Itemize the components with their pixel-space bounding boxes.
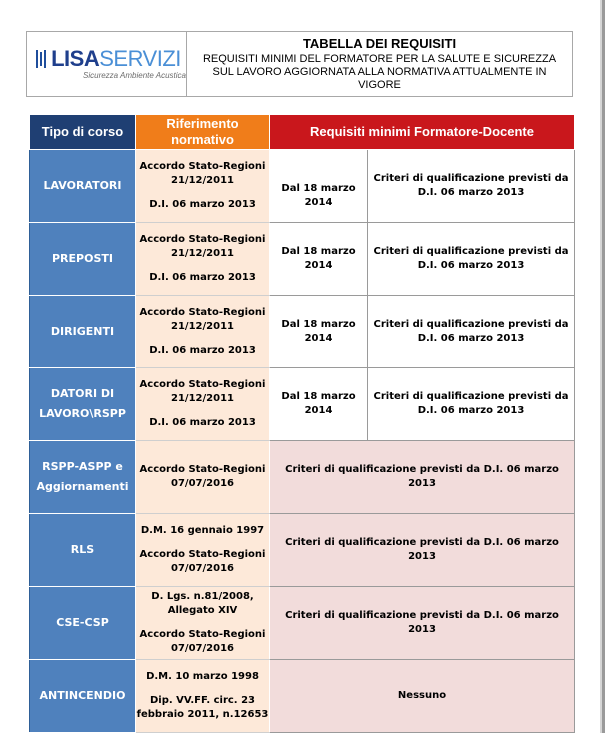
requirement-date: Dal 18 marzo 2014 (270, 368, 368, 441)
reference-cell (136, 150, 270, 223)
company-logo (27, 32, 187, 96)
reference-secondary: Dip. VV.FF. circ. 23 febbraio 2011, n.12653 (136, 695, 269, 720)
reference-primary: Accordo Stato-Regioni 21/12/2011 (139, 161, 266, 186)
requirement-criteria: Criteri di qualificazione previsti da D.I. 06 marzo 2013 (270, 514, 575, 587)
course-name: PREPOSTI (30, 223, 136, 296)
table-row (30, 150, 575, 223)
header-tipo-di-corso: Tipo di corso (30, 115, 136, 150)
requirement-date: Dal 18 marzo 2014 (270, 223, 368, 296)
reference-secondary: D.I. 06 marzo 2013 (149, 417, 256, 428)
requirement-criteria: Criteri di qualificazione previsti da D.I. 06 marzo 2013 (368, 223, 575, 296)
logo-brand-bold: LISA (51, 46, 100, 71)
page-subtitle: REQUISITI MINIMI DEL FORMATORE PER LA SALUTE E SICUREZZA SUL LAVORO AGGIORNATA ALLA NORMATIVA ATTUALMENTE IN VIGORE (202, 53, 557, 91)
reference-cell (136, 660, 270, 733)
course-name: LAVORATORI (30, 150, 136, 223)
table-row (30, 587, 575, 660)
logo-brand-light: SERVIZI (99, 46, 181, 71)
reference-cell (136, 441, 270, 514)
reference-primary: Accordo Stato-Regioni 21/12/2011 (139, 379, 266, 404)
reference-secondary: D.I. 06 marzo 2013 (149, 272, 256, 283)
requirement-date: Dal 18 marzo 2014 (270, 296, 368, 368)
reference-primary: D.M. 16 gennaio 1997 (140, 525, 265, 536)
reference-primary: Accordo Stato-Regioni 21/12/2011 (139, 234, 266, 259)
table-header-row (30, 115, 575, 150)
course-name: ANTINCENDIO (30, 660, 136, 733)
table-row (30, 441, 575, 514)
reference-cell (136, 296, 270, 368)
reference-secondary: D.I. 06 marzo 2013 (149, 199, 256, 210)
requirement-criteria: Criteri di qualificazione previsti da D.I. 06 marzo 2013 (368, 150, 575, 223)
course-name: RSPP-ASPP e Aggiornamenti (30, 441, 136, 514)
reference-primary: Accordo Stato-Regioni 07/07/2016 (139, 464, 266, 489)
page-title: TABELLA DEI REQUISITI (302, 36, 457, 51)
requirement-criteria: Nessuno (270, 660, 575, 733)
logo-tagline: Sicurezza Ambiente Acustica (83, 71, 187, 80)
reference-primary: Accordo Stato-Regioni 21/12/2011 (139, 306, 266, 332)
table-row (30, 514, 575, 587)
table-row (30, 296, 575, 368)
requirement-criteria: Criteri di qualificazione previsti da D.I. 06 marzo 2013 (368, 368, 575, 441)
reference-cell (136, 587, 270, 660)
reference-cell (136, 223, 270, 296)
header-requisiti-minimi: Requisiti minimi Formatore-Docente (270, 115, 575, 150)
requirements-table (29, 114, 575, 733)
course-name: DATORI DI LAVORO\RSPP (30, 368, 136, 441)
reference-secondary: Accordo Stato-Regioni 07/07/2016 (139, 629, 266, 654)
logo-bars-icon (36, 50, 48, 68)
table-row (30, 223, 575, 296)
reference-cell (136, 368, 270, 441)
course-name: DIRIGENTI (30, 296, 136, 368)
requirement-criteria: Criteri di qualificazione previsti da D.I. 06 marzo 2013 (270, 441, 575, 514)
table-row (30, 660, 575, 733)
reference-cell (136, 514, 270, 587)
title-block (187, 32, 572, 96)
course-name: RLS (30, 514, 136, 587)
requirement-criteria: Criteri di qualificazione previsti da D.I. 06 marzo 2013 (368, 296, 575, 368)
course-name: CSE-CSP (30, 587, 136, 660)
requirement-criteria: Criteri di qualificazione previsti da D.I. 06 marzo 2013 (270, 587, 575, 660)
reference-secondary: D.I. 06 marzo 2013 (149, 344, 256, 356)
document-header (26, 31, 573, 97)
reference-primary: D. Lgs. n.81/2008, Allegato XIV (151, 591, 254, 616)
header-riferimento-normativo: Riferimento normativo (136, 115, 270, 150)
reference-primary: D.M. 10 marzo 1998 (146, 671, 259, 682)
reference-secondary: Accordo Stato-Regioni 07/07/2016 (139, 549, 266, 574)
requirement-date: Dal 18 marzo 2014 (270, 150, 368, 223)
table-row (30, 368, 575, 441)
